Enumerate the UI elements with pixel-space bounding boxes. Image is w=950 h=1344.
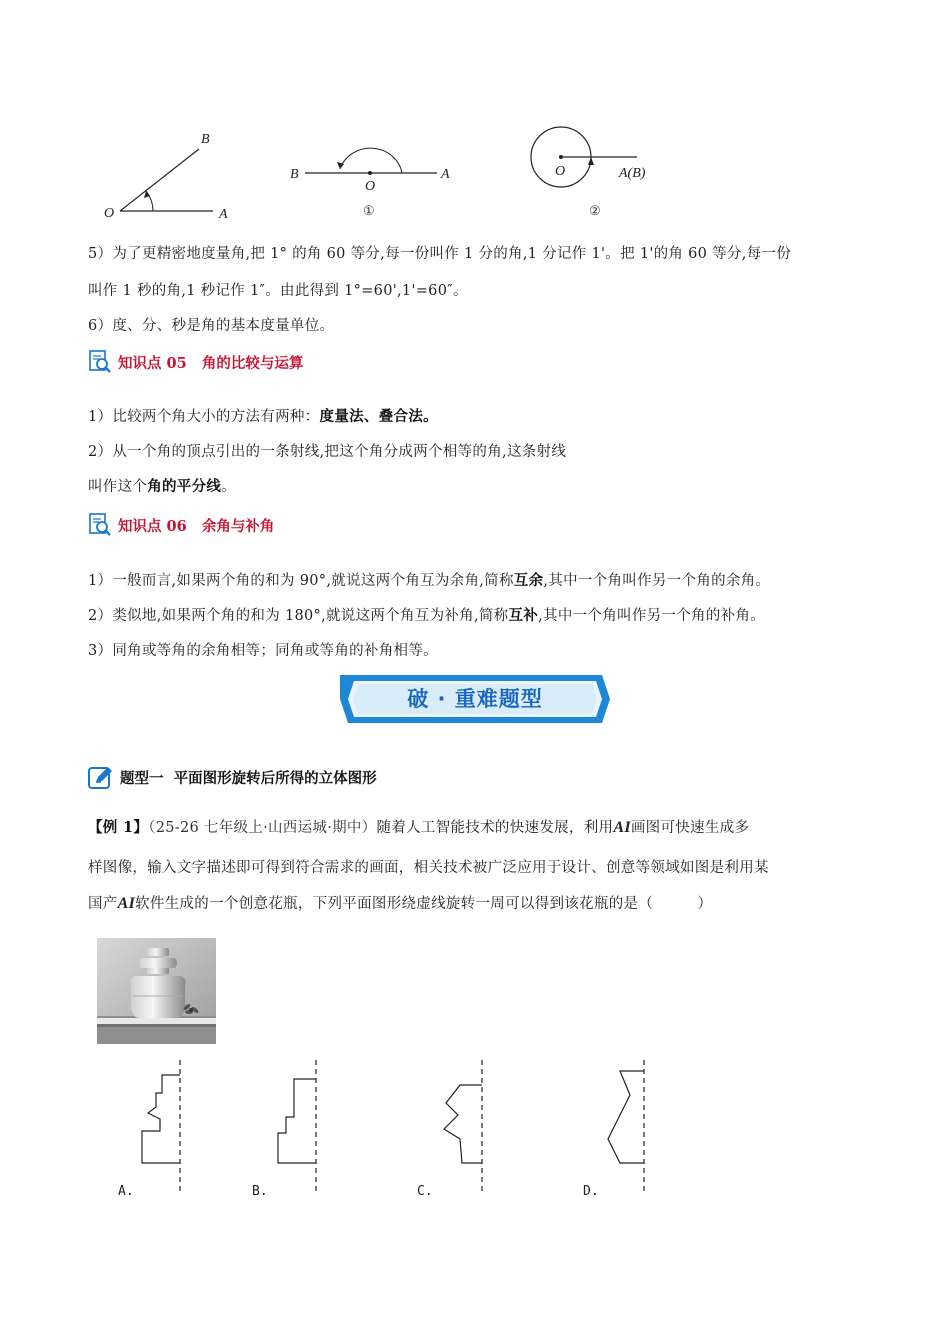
para5-line2: 叫作 1 秒的角,1 秒记作 1″。由此得到 1°=60',1'=60″。 [88, 283, 468, 299]
kp06-item2: 2）类似地,如果两个角的和为 180°,就说这两个角互为补角,简称互补,其中一个角叫作另一个角的补角。 [88, 607, 766, 624]
svg-text:A: A [441, 167, 450, 182]
straight-angle-figure [290, 148, 450, 219]
example-source: （25-26 七年级上·山西运城·期中） [148, 820, 377, 836]
options-figures [120, 1055, 680, 1195]
svg-text:O: O [104, 206, 115, 221]
kp06-item1: 1）一般而言,如果两个角的和为 90°,就说这两个角互为余角,简称互余,其中一个角叫作另一个角的余角。 [88, 572, 771, 589]
svg-text:B: B [201, 132, 210, 147]
kp05-item1: 1）比较两个角大小的方法有两种：度量法、叠合法。 [88, 408, 438, 425]
svg-text:A(B): A(B) [619, 166, 646, 181]
example1-line2: 样图像，输入文字描述即可得到符合需求的画面，相关技术被广泛应用于设计、创意等领域如图是利用某 [88, 860, 769, 876]
example1-line1: 【例 1】（25-26 七年级上·山西运城·期中）随着人工智能技术的快速发展，利用AI画图可快速生成多 [88, 819, 750, 836]
kp05-heading [88, 350, 303, 374]
svg-text:A: A [219, 207, 228, 222]
banner-text: 破 · 重难题型 [407, 687, 543, 711]
kp05-item2-line2: 叫作这个角的平分线。 [88, 478, 237, 495]
kp06-title: 知识点 06 余角与补角 [118, 517, 275, 535]
type1-heading [88, 765, 377, 789]
svg-text:B: B [290, 167, 299, 182]
angle-aob-figure [104, 132, 228, 222]
magnifier-doc-icon [88, 350, 112, 374]
option-c-label[interactable]: C. [417, 1184, 433, 1199]
type1-title: 题型一 平面图形旋转后所得的立体图形 [120, 769, 377, 787]
full-angle-figure [531, 127, 646, 219]
option-d-label[interactable]: D. [583, 1184, 599, 1199]
angle-figures [95, 125, 655, 225]
vase-image [97, 938, 216, 1044]
option-b-figure [278, 1060, 316, 1192]
svg-text:O: O [555, 164, 566, 179]
option-b-label[interactable]: B. [252, 1184, 268, 1199]
para5-line1: 5）为了更精密地度量角,把 1° 的角 60 等分,每一份叫作 1 分的角,1 分记作 1'。把 1'的角 60 等分,每一份 [88, 246, 792, 262]
para6: 6）度、分、秒是角的基本度量单位。 [88, 318, 335, 334]
pencil-note-icon [88, 764, 114, 790]
option-a-label[interactable]: A. [118, 1184, 134, 1199]
option-d-figure [608, 1060, 644, 1192]
option-a-figure [142, 1060, 180, 1192]
kp06-item3: 3）同角或等角的余角相等；同角或等角的补角相等。 [88, 643, 438, 659]
magnifier-doc-icon [88, 513, 112, 537]
example-tag: 【例 1】 [88, 819, 149, 836]
svg-text:①: ① [363, 204, 375, 219]
svg-text:②: ② [589, 204, 601, 219]
kp05-title: 知识点 05 角的比较与运算 [118, 354, 304, 372]
kp05-item2-line1: 2）从一个角的顶点引出的一条射线,把这个角分成两个相等的角,这条射线 [88, 444, 567, 460]
option-c-figure [444, 1060, 482, 1192]
svg-text:O: O [365, 179, 376, 194]
kp06-heading [88, 513, 274, 537]
section-banner [340, 673, 610, 725]
example1-line3: 国产AI软件生成的一个创意花瓶，下列平面图形绕虚线旋转一周可以得到该花瓶的是（ ） [88, 895, 713, 912]
